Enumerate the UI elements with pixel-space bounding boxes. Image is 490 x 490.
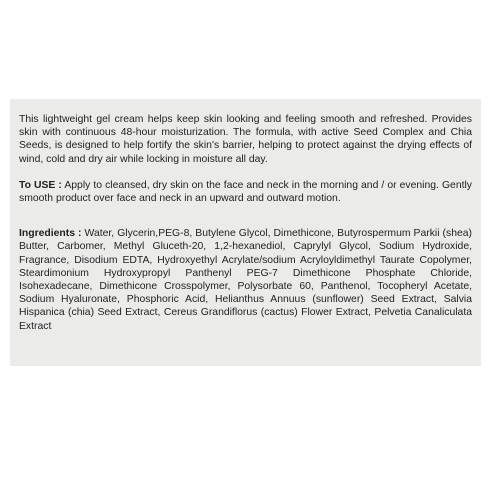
ingredients-text: Water, Glycerin,PEG-8, Butylene Glycol, Dimethicone, Butyrospermum Parkii (shea) Butter, Carbomer, Methyl Gluceth-20, 1,2-hexanediol, Caprylyl Glycol, Sodium Hydroxide, Fragrance, Disodium EDTA, Hydroxyethyl Acrylate/sodium Acryloyldimethyl Taurate Copolymer, Steardimonium Hydroxypropyl Panthenyl PEG-7 Dimethicone Phosphate Chloride, Isohexadecane, Dimethicone Crosspolymer, Polysorbate 60, Panthenol, Tocopheryl Acetate, Sodium Hyaluronate, Phosphoric Acid, Helianthus Annuus (sunflower) Seed Extract, Salvia Hispanica (chia) Seed Extract, Cereus Grandiflorus (cactus) Flower Extract, Pelvetia Canaliculata Extract	[19, 228, 472, 332]
ingredients-label: Ingredients :	[19, 228, 82, 240]
usage-section	[19, 179, 472, 205]
usage-text: Apply to cleansed, dry skin on the face and neck in the morning and / or evening. Gently smooth product over face and neck in an upward and outward motion.	[19, 179, 472, 205]
usage-label: To USE :	[19, 179, 62, 191]
ingredients-section	[19, 227, 472, 333]
product-info-panel	[10, 99, 481, 366]
product-description: This lightweight gel cream helps keep skin looking and feeling smooth and refreshed. Provides skin with continuous 48-hour moisturization. The formula, with active Seed Complex and Chia Seeds, is designed to help fortify the skin's barrier, helping to protect against the drying effects of wind, cold and dry air while locking in moisture all day.	[19, 114, 472, 165]
